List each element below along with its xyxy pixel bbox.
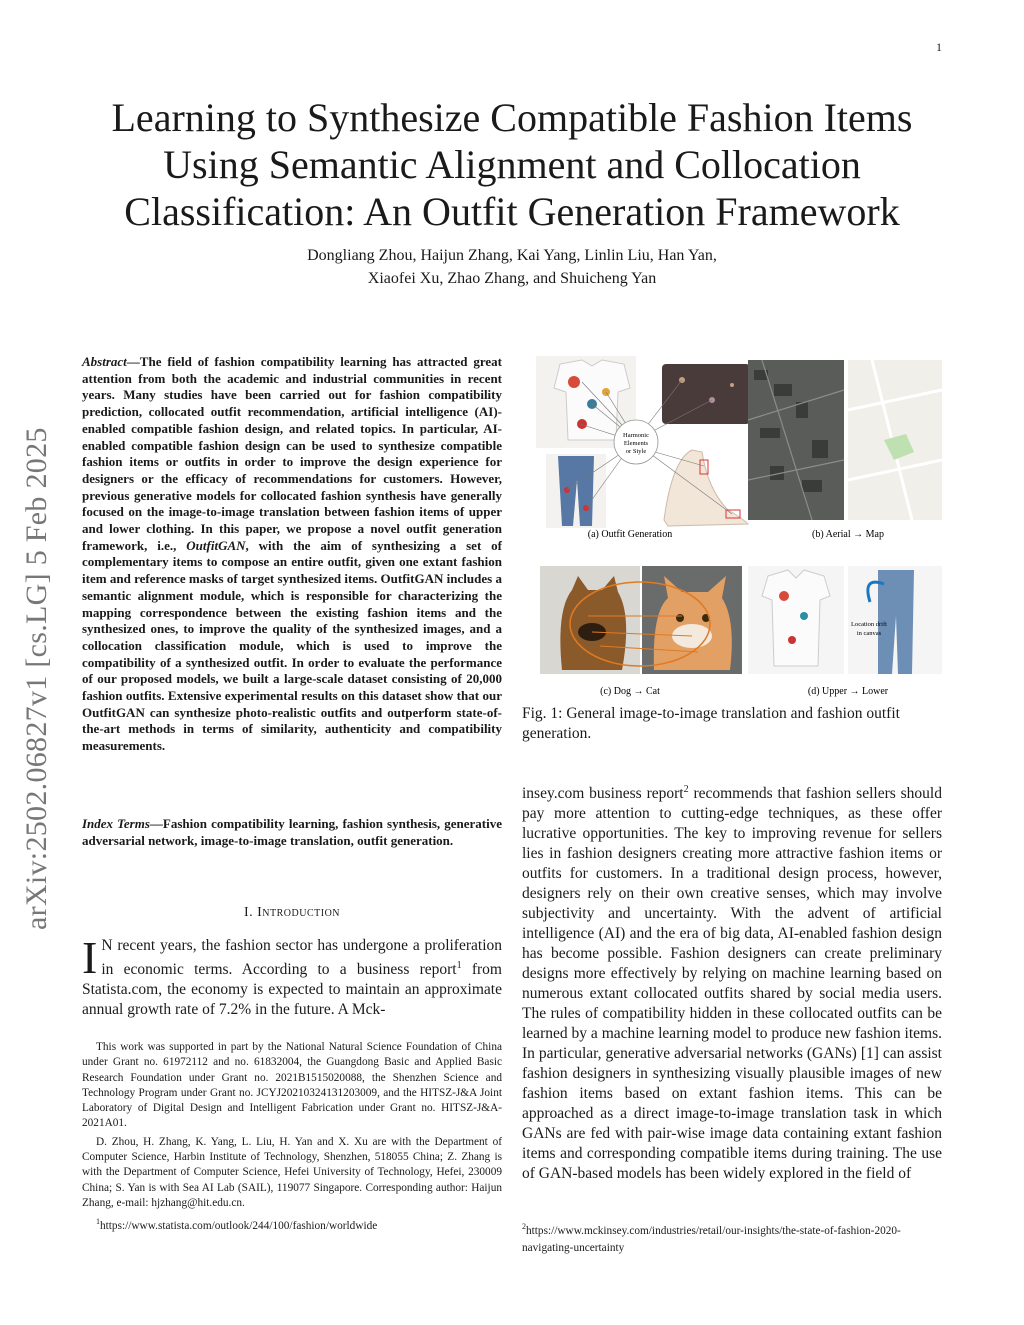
subcaption-c: (c) Dog → Cat (600, 686, 660, 697)
upper-lower-panel (748, 566, 942, 674)
section-heading (82, 905, 502, 921)
footnote-1: https://www.statista.com/outlook/244/100/fashion/worldwide (100, 1220, 378, 1233)
center-label-line: or Style (625, 448, 647, 455)
author-list (100, 244, 924, 290)
footnotes-left (82, 1040, 502, 1237)
footnote-2: https://www.mckinsey.com/industries/retail/our-insights/the-state-of-fashion-2020-navigating-uncertainty (522, 1224, 901, 1254)
index-terms-text: —Fashion compatibility learning, fashion synthesis, generative adversarial network, image-to-image translation, outfit generation. (82, 816, 502, 848)
author-line: Xiaofei Xu, Zhao Zhang, and Shuicheng Yan (367, 270, 657, 287)
subcaption-b: (b) Aerial → Map (812, 529, 884, 540)
intro-text: N recent years, the fashion sector has undergone a proliferation in economic terms. According to a business report (101, 937, 502, 979)
section-number: I. (243, 905, 254, 920)
right-column-text (522, 780, 942, 1184)
location-label-line: in canvas (856, 630, 882, 637)
footnote-right (522, 1218, 942, 1257)
footnote-mark: 1 (456, 960, 462, 971)
right-text: insey.com business report (522, 785, 684, 803)
abstract-emph: OutfitGAN (186, 537, 246, 553)
figure-1 (522, 340, 942, 702)
subcaption-a: (a) Outfit Generation (587, 529, 673, 540)
location-label-line: Location drift (851, 621, 887, 628)
footnote-mark: 1 (96, 1217, 100, 1227)
abstract-text: —The field of fashion compatibility learning has attracted great attention from both the academic and industrial communities in recent years. Many studies have been carried out for fashion compatibility prediction, collocated outfit recommendation, artificial intelligence (AI)-enabled compatible fashion design, and related topics. In particular, AI-enabled compatible fashion design can be used to synthesize compatible fashion items or outfits in order to improve the design experience for designers or the efficacy of recommendations for customers. However, previous generative models for collocated fashion synthesis have generally focused on the image-to-image translation between fashion items of upper and lower clothing. In this paper, we propose a novel outfit generation framework, i.e., (82, 354, 502, 553)
dog-cat-panel (540, 566, 742, 674)
aerial-map-panel (748, 360, 942, 520)
index-terms-lead: Index Terms (82, 816, 150, 831)
affiliation-note: D. Zhou, H. Zhang, K. Yang, L. Liu, H. Yan and X. Xu are with the Department of Computer Science, Harbin Institute of Technology, Shenzhen, 518055 China; Z. Zhang is with the Department of Computer Science, Hefei University of Technology, Hefei, 230009 China; S. Yan is with Sea AI Lab (SAIL), 119077 Singapore. Corresponding author: Haijun Zhang, e-mail: hjzhang@hit.edu.cn. (82, 1135, 502, 1209)
footnote-mark: 2 (522, 1222, 526, 1231)
arxiv-watermark: arXiv:2502.06827v1 [cs.LG] 5 Feb 2025 (20, 427, 53, 930)
section-title: Introduction (257, 905, 341, 920)
paper-title (60, 94, 964, 235)
subcaption-d: (d) Upper → Lower (807, 686, 889, 697)
abstract-text-rest: , with the aim of synthesizing a set of complementary items to compose an entire outfit, given one extant fashion item and reference masks of target synthesized items. OutfitGAN includes a semantic alignment module, which is responsible for characterizing the mapping correspondence between the existing fashion items and the synthesized ones, to improve the quality of the synthesized images, and a collocation classification module, which is used to improve the compatibility of a synthesized outfit. In order to evaluate the performance of our proposed models, we built a large-scale dataset consisting of 20,000 fashion outfits. Extensive experimental results on this dataset show that our OutfitGAN can synthesize photo-realistic outfits and outperform state-of-the-art methods in terms of similarity, authenticity and compatibility measurements. (82, 537, 503, 754)
drop-cap: I (82, 932, 98, 983)
outfit-generation-panel (536, 356, 750, 528)
title-line: Classification: An Outfit Generation Framework (124, 189, 900, 234)
intro-text-rest: from Statista.com, the economy is expected to maintain an approximate annual growth rate of 7.2% in the future. A Mck- (82, 961, 502, 1019)
index-terms (82, 816, 502, 849)
abstract-lead: Abstract (82, 354, 127, 369)
funding-note: This work was supported in part by the National Natural Science Foundation of China under Grant no. 61972112 and no. 61832004, the Guangdong Basic and Applied Basic Research Foundation under Grant no. 2021B1515020088, the Shenzhen Science and Technology Program under Grant no. JCYJ20210324131203009, and the HITSZ-J&A Joint Laboratory of Digital Design and Intelligent Fabrication under Grant no. HITSZ-J&A-2021A01. (82, 1041, 502, 1130)
figure-caption: Fig. 1: General image-to-image translation and fashion outfit generation. (522, 705, 900, 742)
title-line: Using Semantic Alignment and Collocation (163, 142, 861, 187)
abstract (82, 354, 502, 755)
author-line: Dongliang Zhou, Haijun Zhang, Kai Yang, Linlin Liu, Han Yan, (307, 247, 717, 264)
center-label-line: Harmonic (623, 432, 649, 439)
center-label-line: Elements (623, 440, 649, 447)
right-text-rest: recommends that fashion sellers should pay more attention to cutting-edge techniques, as these offer lucrative opportunities. The key to improving revenue for sellers lies in fashion designers creating more attractive fashion items or outfits for customers. In a traditional design process, however, designers rely on their own creative senses, which may involve subjectivity and uncertainty. With the advent of artificial intelligence (AI) and the era of big data, AI-enabled fashion design has become possible. Fashion designers can create preliminary designs more effectively by relying on machine learning based on numerous extant collocated outfits shared by social media users. The rules of compatibility hidden in these collocated outfits can be learned by a machine learning model to produce new fashion items. In particular, generative adversarial networks (GANs) [1] can assist fashion designers in synthesizing visually plausible images of new fashion items based on extant fashion items. This can be approached as a direct image-to-image translation task in which GANs are fed with pair-wise image data containing extant fashion items and corresponding compatible items during training. The use of GAN-based models has been widely explored in the field of (522, 785, 942, 1183)
footnote-mark: 2 (683, 784, 689, 795)
intro-paragraph (82, 932, 502, 1020)
page-number: 1 (936, 40, 942, 54)
title-line: Learning to Synthesize Compatible Fashion Items (111, 95, 913, 140)
